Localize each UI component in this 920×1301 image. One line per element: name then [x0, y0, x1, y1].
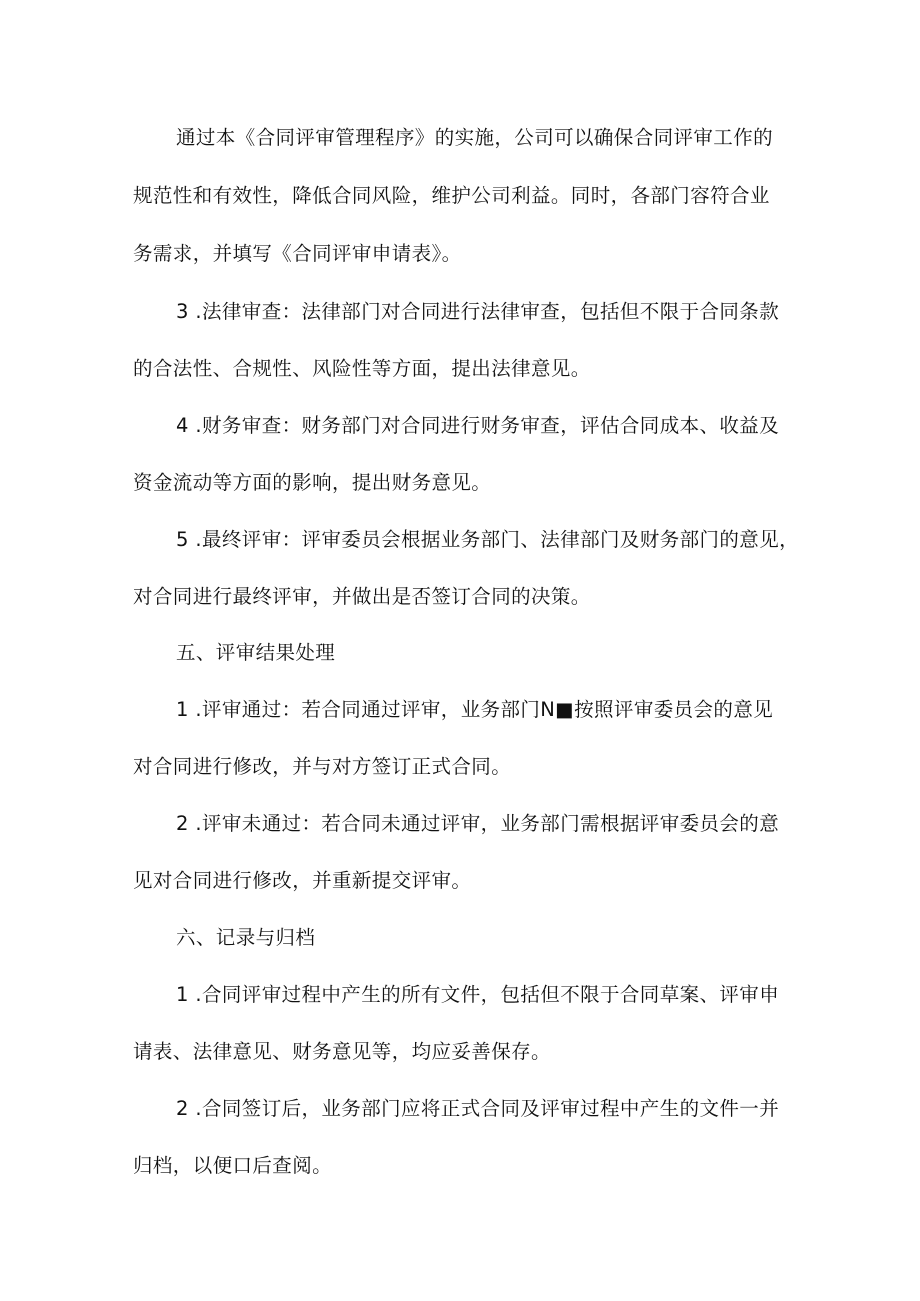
paragraph-line: 见对合同进行修改，并重新提交评审。: [133, 869, 472, 892]
paragraph-line: 规范性和有效性，降低合同风险，维护公司利益。同时，各部门容符合业: [133, 184, 770, 207]
section-heading: 六、记录与归档: [176, 926, 316, 949]
paragraph-line: 对合同进行最终评审，并做出是否签订合同的决策。: [133, 585, 591, 608]
paragraph-line: 3 .法律审查：法律部门对合同进行法律审查，包括但不限于合同条款: [176, 300, 780, 323]
paragraph-line: 对合同进行修改，并与对方签订正式合同。: [133, 755, 512, 778]
paragraph-line: 1 .评审通过：若合同通过评审，业务部门N■按照评审委员会的意见: [176, 698, 774, 721]
paragraph-line: 4 .财务审查：财务部门对合同进行财务审查，评估合同成本、收益及: [176, 414, 780, 437]
paragraph-line: 资金流动等方面的影响，提出财务意见。: [133, 471, 492, 494]
paragraph-line: 1 .合同评审过程中产生的所有文件，包括但不限于合同草案、评审申: [176, 983, 780, 1006]
paragraph-line: 务需求，并填写《合同评审申请表》。: [133, 242, 462, 265]
paragraph-line: 归档，以便口后查阅。: [133, 1154, 333, 1177]
paragraph-line: 请表、法律意见、财务意见等，均应妥善保存。: [133, 1040, 551, 1063]
paragraph-line: 2 .评审未通过：若合同未通过评审，业务部门需根据评审委员会的意: [176, 812, 780, 835]
paragraph-line: 的合法性、合规性、风险性等方面，提出法律意见。: [133, 357, 591, 380]
paragraph-line: 通过本《合同评审管理程序》的实施，公司可以确保合同评审工作的: [176, 126, 774, 149]
paragraph-line: 5 .最终评审：评审委员会根据业务部门、法律部门及财务部门的意见，: [176, 528, 800, 551]
section-heading: 五、评审结果处理: [176, 641, 336, 664]
paragraph-line: 2 .合同签订后，业务部门应将正式合同及评审过程中产生的文件一并: [176, 1097, 780, 1120]
